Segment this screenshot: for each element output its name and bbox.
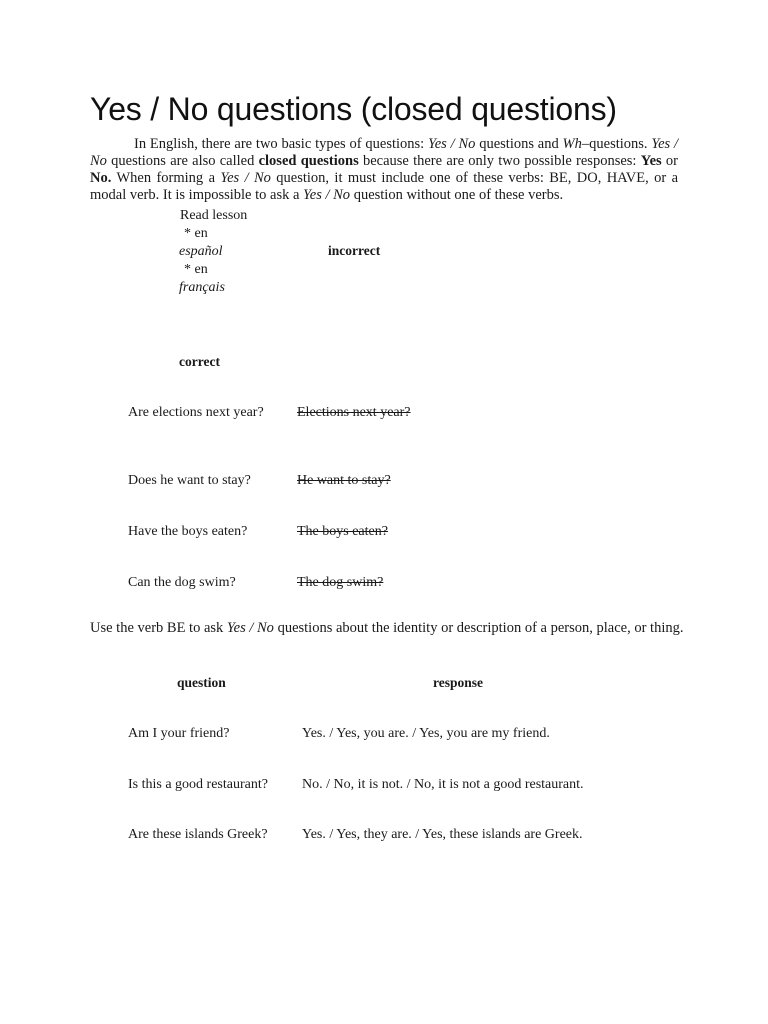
question-example: Am I your friend? [128,726,230,741]
question-example: Is this a good restaurant? [128,777,268,792]
correct-example: Can the dog swim? [128,575,236,590]
bullet-en-2: * en [184,262,208,277]
page-title: Yes / No questions (closed questions) [90,91,617,127]
intro-paragraph: In English, there are two basic types of questions: Yes / No questions and Wh–questions. Yes / No questions are also called closed questions because there are only two possible responses: Yes or No. When forming a Yes / No question, it must include one of these verbs: BE, DO, HAVE, or a modal verb. It is impossible to ask a Yes / No question without one of these verbs. [90,136,679,203]
response-example: No. / No, it is not. / No, it is not a good restaurant. [302,777,584,792]
read-lesson-sidebar [176,207,258,297]
bullet-en-1: * en [184,226,208,241]
link-espanol[interactable]: español [179,244,223,259]
response-example: Yes. / Yes, you are. / Yes, you are my friend. [302,726,550,741]
correct-example: Does he want to stay? [128,473,251,488]
incorrect-example: The boys eaten? [297,524,388,539]
header-response: response [433,675,484,690]
question-example: Are these islands Greek? [128,827,268,842]
correct-example: Are elections next year? [128,405,264,420]
header-incorrect: incorrect [328,243,381,258]
link-francais[interactable]: français [179,280,225,295]
header-correct: correct [179,354,220,369]
incorrect-example: The dog swim? [297,575,384,590]
response-example: Yes. / Yes, they are. / Yes, these islands are Greek. [302,827,583,842]
be-verb-paragraph: Use the verb BE to ask Yes / No questions about the identity or description of a person, place, or thing. [90,620,684,636]
correct-example: Have the boys eaten? [128,524,248,539]
incorrect-example: He want to stay? [297,473,391,488]
incorrect-example: Elections next year? [297,405,411,420]
header-question: question [177,675,226,690]
read-lesson-label: Read lesson [180,208,248,223]
